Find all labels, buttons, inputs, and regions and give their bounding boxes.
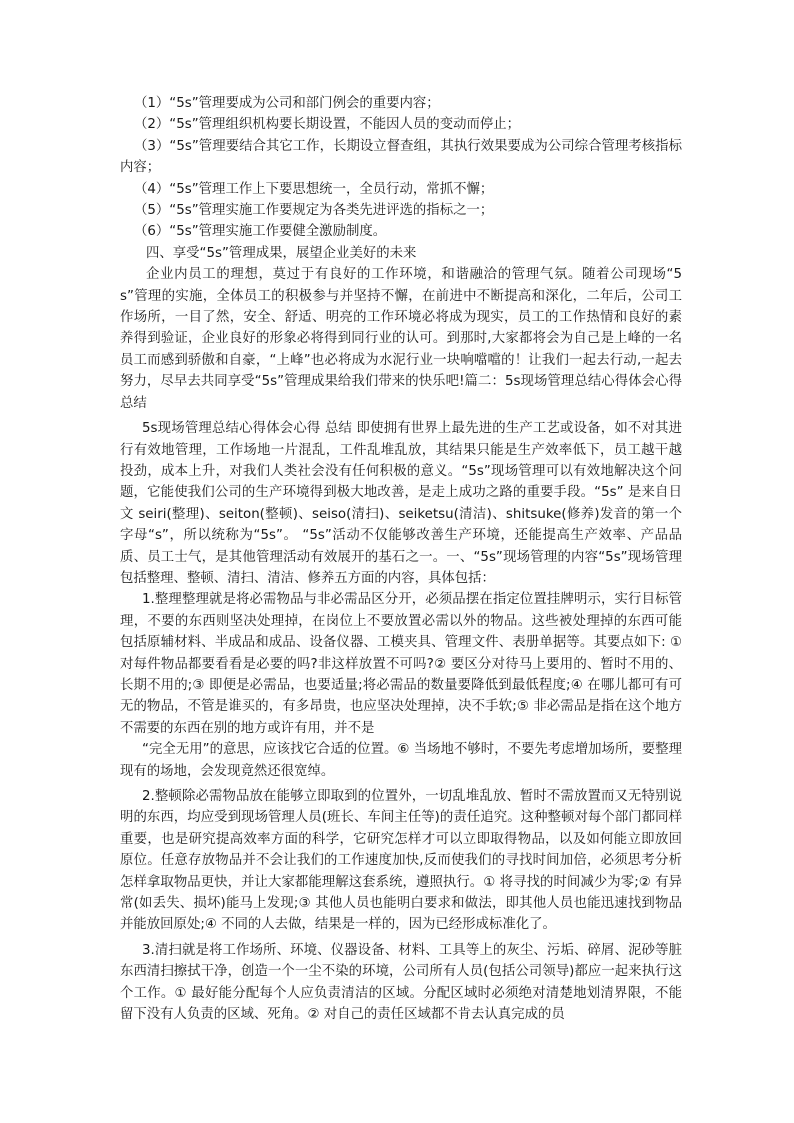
list-item-3: （3）“5s”管理要结合其它工作，长期设立督查组，其执行效果要成为公司综合管理考核指标内容； bbox=[120, 138, 682, 176]
paragraph-seiso: 3.清扫就是将工作场所、环境、仪器设备、材料、工具等上的灰尘、污垢、碎屑、泥砂等脏东西清扫擦拭干净，创造一个一尘不染的环境，公司所有人员(包括公司领导)都应一起来执行这个工作。① 最好能分配每个人应负责清洁的区域。分配区域时必须绝对清楚地划清界限，不能留下没有人负责的区域、死角。② 对自己的责任区域都不肯去认真完成的员 bbox=[120, 942, 682, 1023]
list-item-6: （6）“5s”管理实施工作要健全激励制度。 bbox=[134, 224, 387, 240]
paragraph-seiri: 1.整理整理就是将必需物品与非必需品区分开，必须品摆在指定位置挂牌明示，实行目标管理，不要的东西则坚决处理掉，在岗位上不要放置必需以外的物品。这些被处理掉的东西可能包括原辅材料、半成品和成品、设备仪器、工模夹具、管理文件、表册单据等。其要点如下: ① 对每件物品都要看看是必要的吗?非这样放置不可吗?② 要区分对待马上要用的、暂时不用的、长期不用的;③ 即便是必需品，也要适量;将必需品的数量要降低到最低程度;④ 在哪儿都可有可无的物品，不管是谁买的，有多昂贵，也应坚决处理掉，决不手软;⑤ 非必需品是指在这个地方不需要的东西在别的地方或许有用，并不是 bbox=[120, 592, 682, 736]
list-item-5: （5）“5s”管理实施工作要规定为各类先进评选的指标之一； bbox=[134, 203, 494, 219]
list-item-4: （4）“5s”管理工作上下要思想统一，全员行动，常抓不懈； bbox=[134, 181, 494, 197]
list-item-2: （2）“5s”管理组织机构要长期设置，不能因人员的变动而停止； bbox=[134, 117, 521, 133]
paragraph-summary: 5s现场管理总结心得体会心得 总结 即使拥有世界上最先进的生产工艺或设备，如不对其进行有效地管理，工作场地一片混乱，工件乱堆乱放，其结果只能是生产效率低下，员工越干越投劲，成本上升，对我们人类社会没有任何积极的意义。“5s”现场管理可以有效地解决这个问题，它能使我们公司的生产环境得到极大地改善，是走上成功之路的重要手段。“5s” 是来自日文 seiri(整理)、seiton(整顿)、seiso(清扫)、seiketsu(清洁)、shitsuke(修养)发音的第一个字母“s”，所以统称为“5s”。 “5s”活动不仅能够改善生产环境，还能提高生产效率、产品品质、员工士气，是其他管理活动有效展开的基石之一。一、“5s”现场管理的内容“5s”现场管理包括整理、整顿、清扫、清洁、修养五方面的内容，具体包括： bbox=[120, 421, 682, 586]
document-body bbox=[120, 93, 682, 1025]
paragraph-seiri-cont: “完全无用”的意思，应该找它合适的位置。⑥ 当场地不够时，不要先考虑增加场所，要整理现有的场地，会发现竟然还很宽绰。 bbox=[120, 742, 682, 779]
paragraph-seiton: 2.整顿除必需物品放在能够立即取到的位置外，一切乱堆乱放、暂时不需放置而又无特别说明的东西，均应受到现场管理人员(班长、车间主任等)的责任追究。这种整顿对每个部门都同样重要，也是研究提高效率方面的科学，它研究怎样才可以立即取得物品，以及如何能立即放回原位。任意存放物品并不会让我们的工作速度加快,反而使我们的寻找时间加倍，必须思考分析怎样拿取物品更快，并让大家都能理解这套系统，遵照执行。① 将寻找的时间减少为零;② 有异常(如丢失、损坏)能马上发现;③ 其他人员也能明白要求和做法，即其他人员也能迅速找到物品并能放回原处;④ 不同的人去做，结果是一样的，因为已经形成标准化了。 bbox=[120, 789, 682, 933]
paragraph-future: 企业内员工的理想，莫过于有良好的工作环境，和谐融洽的管理气氛。随着公司现场“5s”管理的实施，全体员工的积极参与并坚持不懈，在前进中不断提高和深化，二年后，公司工作场所，一目了然，安全、舒适、明亮的工作环境必将成为现实，员工的工作热情和良好的素养得到验证，企业良好的形象必将得到同行业的认可。到那时,大家都将会为自己是上峰的一名员工而感到骄傲和自豪，“上峰”也必将成为水泥行业一块响噹噹的！让我们一起去行动,一起去努力，尽早去共同享受“5s”管理成果给我们带来的快乐吧!篇二：5s现场管理总结心得体会心得 总结 bbox=[120, 267, 682, 411]
section-heading: 四、享受“5s”管理成果，展望企业美好的未来 bbox=[146, 245, 417, 261]
list-item-1: （1）“5s”管理要成为公司和部门例会的重要内容； bbox=[134, 96, 440, 111]
